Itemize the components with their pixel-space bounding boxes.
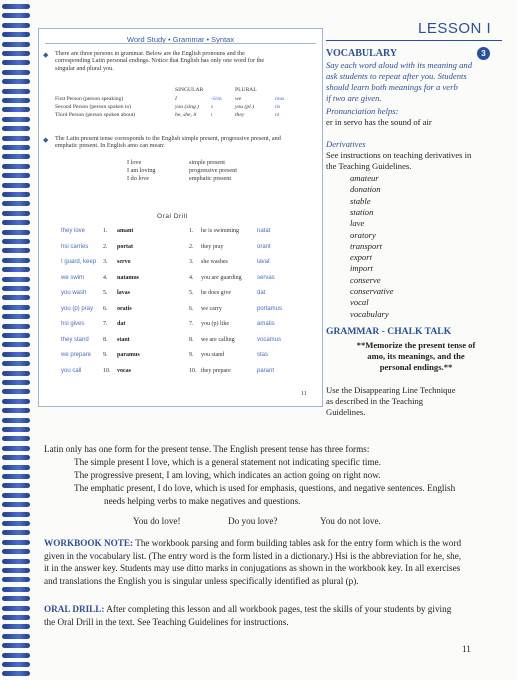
drill-number: 7. xyxy=(189,321,194,327)
spiral-coil xyxy=(2,361,30,366)
drill-latin: stant xyxy=(117,336,130,343)
spiral-coil xyxy=(2,380,30,385)
spiral-coil xyxy=(2,671,30,676)
od-line: After completing this lesson and all workbook pages, test the skills of your students by giving xyxy=(104,604,452,614)
drill-number: 9. xyxy=(189,352,194,358)
spiral-coil xyxy=(2,549,30,554)
drill-english: he does give xyxy=(201,290,231,296)
spiral-coil xyxy=(2,643,30,648)
plural-pronoun: we xyxy=(235,96,242,102)
spiral-coil xyxy=(2,145,30,150)
derivative-word: export xyxy=(350,252,372,263)
plural-ending: nt xyxy=(275,112,280,118)
spiral-coil xyxy=(2,220,30,225)
plural-header: PLURAL xyxy=(235,87,257,93)
singular-pronoun: he, she, it xyxy=(175,112,197,118)
singular-ending: t xyxy=(211,112,213,118)
spiral-coil xyxy=(2,324,30,329)
plural-ending: mus xyxy=(275,96,285,102)
spiral-coil xyxy=(2,32,30,37)
instr-line: the Teaching Guidelines. xyxy=(326,161,412,171)
derivatives-instructions xyxy=(326,150,471,172)
spiral-coil xyxy=(2,493,30,498)
workbook-note-heading: WORKBOOK NOTE: xyxy=(44,538,134,548)
spiral-coil xyxy=(2,117,30,122)
derivative-word: import xyxy=(350,263,373,274)
drill-latin: lavas xyxy=(117,290,131,296)
spiral-coil xyxy=(2,512,30,517)
spiral-coil xyxy=(2,295,30,300)
spiral-coil xyxy=(2,211,30,216)
drill-english: hsi gives xyxy=(61,321,85,327)
drill-number: 2. xyxy=(103,243,108,250)
meaning-kind: emphatic present xyxy=(189,175,232,182)
spiral-coil xyxy=(2,173,30,178)
use-line: Use the Disappearing Line Technique xyxy=(326,385,456,395)
derivative-word: conserve xyxy=(350,274,381,285)
drill-latin-answer: amatis xyxy=(257,321,275,327)
spiral-coil xyxy=(2,352,30,357)
spiral-binding xyxy=(0,0,40,680)
spiral-coil xyxy=(2,183,30,188)
drill-english: we carry xyxy=(201,305,222,312)
drill-latin: natamus xyxy=(117,274,140,281)
person-label: First Person (person speaking) xyxy=(55,96,124,102)
lesson-rule xyxy=(326,40,502,41)
wb-line: it in the answer key. Students may use ditto marks in conjugations as shown in the workbook key. In all exercises xyxy=(44,563,461,574)
plural-ending: tis xyxy=(275,104,281,110)
spiral-coil xyxy=(2,521,30,526)
title-rule xyxy=(45,43,316,44)
drill-latin-answer: natat xyxy=(257,228,271,234)
spiral-coil xyxy=(2,248,30,253)
derivative-word: station xyxy=(350,206,374,217)
drill-english: they pray xyxy=(201,243,224,250)
spiral-coil xyxy=(2,305,30,310)
spiral-coil xyxy=(2,418,30,423)
drill-latin: portat xyxy=(117,243,133,250)
drill-english: they prepare xyxy=(201,367,231,374)
drill-english: we prepare xyxy=(61,352,92,358)
intro-line: singular and plural you. xyxy=(55,64,114,72)
drill-number: 3. xyxy=(189,259,194,265)
spiral-coil xyxy=(2,465,30,470)
intro-line: corresponding Latin personal endings. Notice that English has only one word for the xyxy=(55,57,265,65)
spiral-coil xyxy=(2,4,30,9)
drill-latin-answer: orant xyxy=(257,243,271,250)
page-number: 11 xyxy=(462,644,471,654)
present-tense-intro: Latin only has one form for the present tense. The English present tense has three forms: xyxy=(44,444,370,454)
spiral-coil xyxy=(2,615,30,620)
drill-english: hsi carries xyxy=(61,243,89,250)
drill-latin-answer: portamus xyxy=(257,305,283,312)
spiral-coil xyxy=(2,559,30,564)
derivative-word: conservative xyxy=(350,286,394,296)
person-label: Third Person (person spoken about) xyxy=(55,112,136,118)
drill-latin: paramus xyxy=(117,352,140,358)
drill-english: he is swimming xyxy=(201,228,240,234)
singular-ending: -ō/m xyxy=(211,96,222,102)
memorize-line: **Memorize the present tense of xyxy=(356,340,476,350)
spiral-coil xyxy=(2,502,30,507)
spiral-coil xyxy=(2,258,30,263)
person-label: Second Person (person spoken to) xyxy=(55,104,132,110)
spiral-coil xyxy=(2,277,30,282)
drill-latin: dat xyxy=(117,321,126,327)
student-page-box xyxy=(38,28,323,407)
example-question: Do you love? xyxy=(228,516,278,526)
box-title: Word Study • Grammar • Syntax xyxy=(126,35,235,44)
drill-english: you (p) pray xyxy=(61,305,94,312)
spiral-coil xyxy=(2,399,30,404)
drill-latin: vocas xyxy=(117,367,131,374)
spiral-coil xyxy=(2,530,30,535)
spiral-coil xyxy=(2,408,30,413)
spiral-coil xyxy=(2,286,30,291)
drill-english: you call xyxy=(61,367,82,374)
derivative-word: amateur xyxy=(350,173,379,183)
spiral-coil xyxy=(2,577,30,582)
meaning-en: I love xyxy=(127,159,142,166)
derivative-word: oratory xyxy=(350,229,376,240)
oral-drill-note-heading: ORAL DRILL: xyxy=(44,604,105,614)
technique-note xyxy=(326,385,456,418)
spiral-coil xyxy=(2,51,30,56)
drill-number: 9. xyxy=(103,352,108,358)
drill-latin: servo xyxy=(117,259,131,265)
spiral-coil xyxy=(2,23,30,28)
present-line: The Latin present tense corresponds to the English simple present, progressive present, and xyxy=(55,135,281,142)
spiral-coil xyxy=(2,239,30,244)
spiral-coil xyxy=(2,606,30,611)
spiral-coil xyxy=(2,136,30,141)
drill-english: you (p) like xyxy=(201,321,229,327)
meaning-kind: progressive present xyxy=(189,167,237,174)
drill-latin-answer: vocamus xyxy=(257,336,282,343)
derivative-word: vocal xyxy=(350,297,369,308)
spiral-coil xyxy=(2,164,30,169)
spiral-coil xyxy=(2,540,30,545)
vocabulary-heading: VOCABULARY xyxy=(326,48,398,59)
drill-number: 3. xyxy=(103,259,108,265)
wb-line: given in the vocabulary list. (The entry word is the form listed in a dictionary.) Hsi is the abbreviation for he, she, xyxy=(44,550,462,561)
vocabulary-instructions xyxy=(326,60,472,104)
memorize-note xyxy=(326,340,506,373)
drill-latin-answer: stas xyxy=(257,352,269,358)
grammar-heading: GRAMMAR - CHALK TALK xyxy=(326,326,452,337)
drill-english: you stand xyxy=(201,352,225,358)
drill-english: I guard, keep xyxy=(61,259,97,265)
drill-latin-answer: servas xyxy=(257,274,275,281)
spiral-coil xyxy=(2,455,30,460)
spiral-coil xyxy=(2,267,30,272)
lesson-title: LESSON I xyxy=(418,20,492,37)
drill-english: she washes xyxy=(201,259,228,265)
box-page-number: 11 xyxy=(301,391,307,397)
drill-english: they stand xyxy=(61,336,89,343)
singular-ending: s xyxy=(211,104,214,110)
drill-number: 6. xyxy=(103,305,108,312)
spiral-coil xyxy=(2,333,30,338)
workbook-note xyxy=(44,537,504,587)
spiral-coil xyxy=(2,371,30,376)
spiral-coil xyxy=(2,89,30,94)
pronunciation-text: er in servo has the sound of air xyxy=(326,117,432,127)
spiral-coil xyxy=(2,192,30,197)
drill-english: they love xyxy=(61,228,86,234)
bullet-diamond-icon: ◆ xyxy=(43,136,49,144)
derivative-word: stable xyxy=(350,195,371,206)
bullet-diamond-icon: ◆ xyxy=(43,51,49,59)
spiral-coil xyxy=(2,154,30,159)
wb-line: The workbook parsing and form building tables ask for the entry form which is the word xyxy=(133,538,462,548)
spiral-coil xyxy=(2,634,30,639)
meaning-kind: simple present xyxy=(189,159,225,166)
drill-number: 10. xyxy=(189,367,197,374)
drill-number: 6. xyxy=(189,305,194,312)
spiral-coil xyxy=(2,70,30,75)
meaning-en: I am loving xyxy=(127,167,156,174)
pronunciation-heading: Pronunciation helps: xyxy=(326,106,399,116)
singular-pronoun: I xyxy=(175,96,177,102)
derivative-word: lave xyxy=(350,218,365,229)
drill-english: we swim xyxy=(61,274,85,281)
spiral-coil xyxy=(2,436,30,441)
memorize-line: amo, its meanings, and the xyxy=(367,351,465,361)
spiral-coil xyxy=(2,13,30,18)
drill-english: you are guarding xyxy=(201,274,242,281)
instr-line: See instructions on teaching derivatives in xyxy=(326,150,472,160)
drill-latin: oratis xyxy=(117,305,132,312)
spiral-coil xyxy=(2,662,30,667)
intro-paragraph xyxy=(55,50,264,72)
progressive-present-note: The progressive present, I am loving, which indicates an action going on right now. xyxy=(74,470,381,480)
od-line: the Oral Drill in the text. See Teaching Guidelines for instructions. xyxy=(44,616,289,627)
plural-pronoun: you (pl.) xyxy=(235,104,254,110)
spiral-coil xyxy=(2,42,30,47)
emphatic-present-note-cont: needs helping verbs to make negatives and questions. xyxy=(104,496,301,506)
drill-latin: amant xyxy=(117,228,134,234)
spiral-coil xyxy=(2,342,30,347)
drill-english: you wash xyxy=(61,290,87,296)
oral-drill-title: Oral Drill xyxy=(157,213,188,220)
spiral-coil xyxy=(2,201,30,206)
spiral-coil xyxy=(2,107,30,112)
spiral-coil xyxy=(2,98,30,103)
spiral-coil xyxy=(2,314,30,319)
drill-latin-answer: parant xyxy=(257,367,275,374)
oral-drill-note xyxy=(44,603,504,628)
memorize-line: personal endings.** xyxy=(379,362,453,372)
drill-number: 10. xyxy=(103,367,111,374)
meaning-en: I do love xyxy=(127,175,149,182)
drill-latin-answer: lavat xyxy=(257,259,270,265)
drill-number: 4. xyxy=(189,274,194,281)
drill-number: 5. xyxy=(103,290,108,296)
spiral-coil xyxy=(2,587,30,592)
spiral-coil xyxy=(2,126,30,131)
spiral-coil xyxy=(2,624,30,629)
spiral-coil xyxy=(2,230,30,235)
instr-line: ask students to repeat after you. Students xyxy=(326,71,467,81)
example-exclamation: You do love! xyxy=(133,516,181,526)
use-line: as described in the Teaching xyxy=(326,396,424,406)
derivative-word: transport xyxy=(350,240,382,251)
plural-pronoun: they xyxy=(235,112,245,118)
derivative-word: donation xyxy=(350,184,381,195)
singular-pronoun: you (sing.) xyxy=(175,104,199,110)
derivative-word: vocabulary xyxy=(350,308,389,319)
drill-number: 8. xyxy=(103,336,108,343)
present-line: emphatic present. In English amo can mean: xyxy=(55,142,165,150)
drill-number: 2. xyxy=(189,243,194,250)
derivatives-heading: Derivatives xyxy=(326,139,366,149)
step-badge: 3 xyxy=(477,47,490,60)
instr-line: if two are given. xyxy=(326,93,382,103)
spiral-coil xyxy=(2,568,30,573)
present-paragraph xyxy=(55,135,281,150)
drill-english: we are calling xyxy=(201,336,235,343)
spiral-coil xyxy=(2,596,30,601)
wb-line: and translations the English you is singular unless specifically identified as plural (p). xyxy=(44,575,359,586)
spiral-coil xyxy=(2,653,30,658)
spiral-coil xyxy=(2,446,30,451)
drill-number: 7. xyxy=(103,321,108,327)
simple-present-note: The simple present I love, which is a general statement not indicating specific time. xyxy=(74,457,381,467)
drill-number: 1. xyxy=(103,228,108,234)
spiral-coil xyxy=(2,79,30,84)
spiral-coil xyxy=(2,60,30,65)
drill-number: 4. xyxy=(103,274,108,281)
spiral-coil xyxy=(2,483,30,488)
spiral-coil xyxy=(2,474,30,479)
drill-latin-answer: dat xyxy=(257,290,266,296)
instr-line: should learn both meanings for a verb xyxy=(326,82,458,92)
spiral-coil xyxy=(2,427,30,432)
intro-line: There are three persons in grammar. Below are the English pronouns and the xyxy=(55,50,245,57)
singular-header: SINGULAR xyxy=(175,87,204,93)
use-line: Guidelines. xyxy=(326,407,366,417)
drill-number: 1. xyxy=(189,228,194,234)
example-negative: You do not love. xyxy=(320,516,381,526)
drill-number: 5. xyxy=(189,290,194,296)
drill-number: 8. xyxy=(189,336,194,343)
instr-line: Say each word aloud with its meaning and xyxy=(326,60,473,70)
spiral-coil xyxy=(2,389,30,394)
emphatic-present-note: The emphatic present, I do love, which is used for emphasis, questions, and negative sentences. English xyxy=(74,483,456,493)
